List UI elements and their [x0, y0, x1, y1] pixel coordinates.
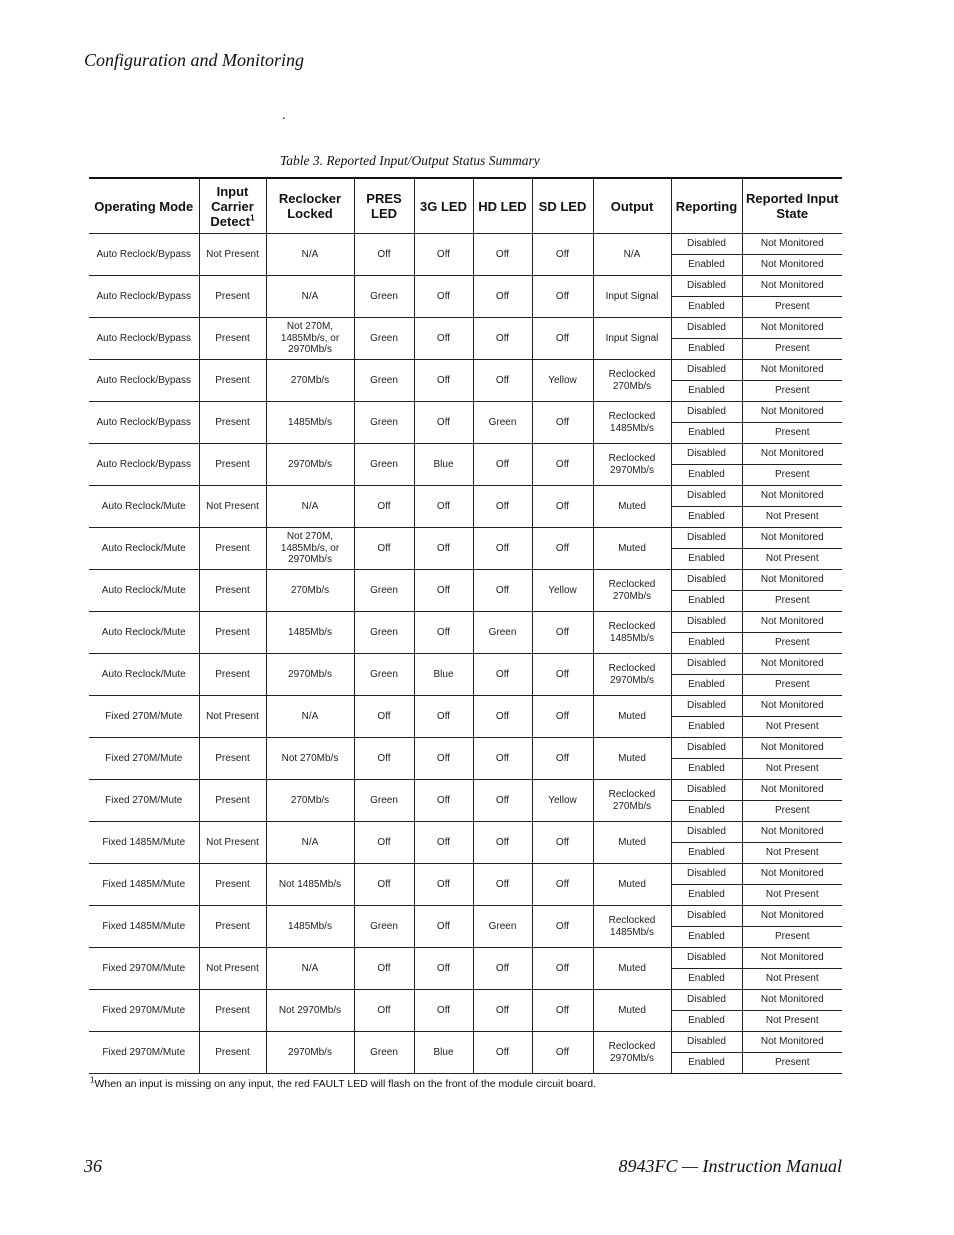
cell-reporting-disabled: Disabled: [671, 864, 742, 885]
cell-state-when-enabled: Present: [742, 927, 842, 948]
cell-sd-led: Off: [532, 234, 593, 276]
cell-3g-led: Off: [414, 696, 473, 738]
cell-3g-led: Off: [414, 402, 473, 444]
table-row: [89, 990, 842, 1011]
cell-output: Muted: [593, 696, 671, 738]
cell-state-when-disabled: Not Monitored: [742, 906, 842, 927]
cell-state-when-disabled: Not Monitored: [742, 612, 842, 633]
footnote-ref: 1: [250, 213, 255, 223]
cell-state-when-enabled: Not Present: [742, 843, 842, 864]
cell-state-when-enabled: Present: [742, 423, 842, 444]
cell-hd-led: Off: [473, 654, 532, 696]
cell-reporting-disabled: Disabled: [671, 318, 742, 339]
cell-output: Reclocked 1485Mb/s: [593, 906, 671, 948]
cell-reclocker-locked: 1485Mb/s: [266, 402, 354, 444]
cell-reporting-disabled: Disabled: [671, 1032, 742, 1053]
status-table: [89, 177, 842, 1074]
cell-reclocker-locked: 270Mb/s: [266, 360, 354, 402]
cell-state-when-disabled: Not Monitored: [742, 276, 842, 297]
cell-reporting-enabled: Enabled: [671, 843, 742, 864]
cell-hd-led: Green: [473, 612, 532, 654]
cell-reporting-enabled: Enabled: [671, 801, 742, 822]
table-row: [89, 486, 842, 507]
cell-reclocker-locked: N/A: [266, 696, 354, 738]
cell-state-when-disabled: Not Monitored: [742, 864, 842, 885]
cell-state-when-enabled: Present: [742, 633, 842, 654]
cell-reporting-disabled: Disabled: [671, 360, 742, 381]
cell-3g-led: Off: [414, 822, 473, 864]
cell-input-carrier-detect: Present: [199, 360, 266, 402]
cell-reporting-enabled: Enabled: [671, 633, 742, 654]
cell-output: Reclocked 2970Mb/s: [593, 444, 671, 486]
cell-sd-led: Yellow: [532, 780, 593, 822]
cell-sd-led: Off: [532, 486, 593, 528]
manual-title: 8943FC — Instruction Manual: [618, 1156, 842, 1176]
cell-input-carrier-detect: Present: [199, 990, 266, 1032]
cell-state-when-disabled: Not Monitored: [742, 570, 842, 591]
cell-state-when-enabled: Present: [742, 1053, 842, 1074]
cell-sd-led: Yellow: [532, 570, 593, 612]
cell-reporting-enabled: Enabled: [671, 885, 742, 906]
cell-input-carrier-detect: Present: [199, 276, 266, 318]
cell-pres-led: Off: [354, 528, 414, 570]
table-row: [89, 612, 842, 633]
table-body: [89, 234, 842, 1074]
cell-hd-led: Off: [473, 444, 532, 486]
cell-pres-led: Green: [354, 276, 414, 318]
cell-pres-led: Off: [354, 948, 414, 990]
cell-input-carrier-detect: Present: [199, 906, 266, 948]
cell-reporting-enabled: Enabled: [671, 507, 742, 528]
cell-operating-mode: Fixed 2970M/Mute: [89, 990, 199, 1032]
table-row: [89, 360, 842, 381]
cell-reporting-enabled: Enabled: [671, 1011, 742, 1032]
cell-input-carrier-detect: Present: [199, 864, 266, 906]
cell-state-when-disabled: Not Monitored: [742, 948, 842, 969]
cell-pres-led: Green: [354, 318, 414, 360]
cell-reporting-disabled: Disabled: [671, 528, 742, 549]
col-header-sd-led: SD LED: [532, 178, 593, 234]
col-header-3g-led: 3G LED: [414, 178, 473, 234]
cell-pres-led: Green: [354, 612, 414, 654]
cell-operating-mode: Auto Reclock/Bypass: [89, 360, 199, 402]
cell-state-when-disabled: Not Monitored: [742, 360, 842, 381]
cell-3g-led: Blue: [414, 444, 473, 486]
cell-sd-led: Off: [532, 528, 593, 570]
table-row: [89, 1032, 842, 1053]
cell-reporting-disabled: Disabled: [671, 234, 742, 255]
cell-reporting-disabled: Disabled: [671, 402, 742, 423]
cell-output: Reclocked 1485Mb/s: [593, 402, 671, 444]
cell-3g-led: Off: [414, 318, 473, 360]
cell-state-when-disabled: Not Monitored: [742, 1032, 842, 1053]
table-row: [89, 864, 842, 885]
cell-state-when-enabled: Not Monitored: [742, 255, 842, 276]
cell-sd-led: Off: [532, 1032, 593, 1074]
cell-input-carrier-detect: Not Present: [199, 234, 266, 276]
cell-input-carrier-detect: Present: [199, 444, 266, 486]
cell-operating-mode: Fixed 1485M/Mute: [89, 906, 199, 948]
cell-hd-led: Off: [473, 486, 532, 528]
cell-reclocker-locked: 2970Mb/s: [266, 1032, 354, 1074]
cell-3g-led: Off: [414, 780, 473, 822]
cell-hd-led: Green: [473, 402, 532, 444]
cell-sd-led: Off: [532, 906, 593, 948]
cell-state-when-enabled: Present: [742, 465, 842, 486]
cell-pres-led: Off: [354, 234, 414, 276]
table-row: [89, 402, 842, 423]
cell-reporting-enabled: Enabled: [671, 339, 742, 360]
cell-reporting-enabled: Enabled: [671, 297, 742, 318]
cell-input-carrier-detect: Present: [199, 780, 266, 822]
cell-reporting-disabled: Disabled: [671, 444, 742, 465]
cell-operating-mode: Fixed 1485M/Mute: [89, 864, 199, 906]
cell-input-carrier-detect: Not Present: [199, 696, 266, 738]
cell-hd-led: Off: [473, 276, 532, 318]
cell-output: Reclocked 270Mb/s: [593, 360, 671, 402]
cell-state-when-disabled: Not Monitored: [742, 486, 842, 507]
table-row: [89, 822, 842, 843]
cell-pres-led: Green: [354, 780, 414, 822]
cell-state-when-enabled: Not Present: [742, 969, 842, 990]
cell-state-when-disabled: Not Monitored: [742, 402, 842, 423]
cell-output: Input Signal: [593, 276, 671, 318]
cell-hd-led: Off: [473, 570, 532, 612]
cell-pres-led: Off: [354, 696, 414, 738]
cell-input-carrier-detect: Not Present: [199, 948, 266, 990]
cell-reporting-disabled: Disabled: [671, 948, 742, 969]
cell-state-when-enabled: Present: [742, 339, 842, 360]
cell-pres-led: Off: [354, 822, 414, 864]
cell-3g-led: Blue: [414, 654, 473, 696]
cell-output: Reclocked 270Mb/s: [593, 570, 671, 612]
cell-pres-led: Green: [354, 906, 414, 948]
cell-pres-led: Off: [354, 486, 414, 528]
cell-input-carrier-detect: Present: [199, 402, 266, 444]
table-row: [89, 570, 842, 591]
cell-state-when-enabled: Not Present: [742, 717, 842, 738]
cell-reporting-disabled: Disabled: [671, 822, 742, 843]
cell-state-when-disabled: Not Monitored: [742, 444, 842, 465]
cell-3g-led: Blue: [414, 1032, 473, 1074]
cell-operating-mode: Fixed 2970M/Mute: [89, 1032, 199, 1074]
table-row: [89, 444, 842, 465]
table-row: [89, 738, 842, 759]
cell-3g-led: Off: [414, 864, 473, 906]
cell-3g-led: Off: [414, 612, 473, 654]
cell-sd-led: Off: [532, 444, 593, 486]
cell-reclocker-locked: 1485Mb/s: [266, 906, 354, 948]
col-header-reported-input-state: Reported Input State: [742, 178, 842, 234]
cell-pres-led: Green: [354, 1032, 414, 1074]
cell-pres-led: Green: [354, 402, 414, 444]
cell-sd-led: Off: [532, 948, 593, 990]
cell-sd-led: Off: [532, 696, 593, 738]
cell-output: N/A: [593, 234, 671, 276]
cell-hd-led: Off: [473, 948, 532, 990]
cell-sd-led: Off: [532, 822, 593, 864]
cell-3g-led: Off: [414, 738, 473, 780]
stray-mark: .: [282, 108, 286, 123]
cell-reporting-enabled: Enabled: [671, 675, 742, 696]
cell-reclocker-locked: N/A: [266, 486, 354, 528]
cell-reclocker-locked: Not 270M, 1485Mb/s, or 2970Mb/s: [266, 318, 354, 360]
cell-output: Muted: [593, 486, 671, 528]
cell-hd-led: Off: [473, 360, 532, 402]
col-header-operating-mode: Operating Mode: [89, 178, 199, 234]
col-header-pres-led: PRES LED: [354, 178, 414, 234]
cell-state-when-disabled: Not Monitored: [742, 990, 842, 1011]
cell-sd-led: Off: [532, 276, 593, 318]
cell-output: Input Signal: [593, 318, 671, 360]
cell-output: Muted: [593, 990, 671, 1032]
table-caption: Table 3. Reported Input/Output Status Summary: [280, 153, 540, 168]
cell-output: Muted: [593, 738, 671, 780]
cell-hd-led: Off: [473, 318, 532, 360]
cell-reclocker-locked: 270Mb/s: [266, 570, 354, 612]
cell-state-when-enabled: Present: [742, 297, 842, 318]
cell-3g-led: Off: [414, 948, 473, 990]
cell-pres-led: Green: [354, 360, 414, 402]
cell-reporting-enabled: Enabled: [671, 549, 742, 570]
cell-operating-mode: Auto Reclock/Bypass: [89, 402, 199, 444]
cell-state-when-disabled: Not Monitored: [742, 234, 842, 255]
cell-reporting-disabled: Disabled: [671, 276, 742, 297]
cell-3g-led: Off: [414, 528, 473, 570]
cell-state-when-disabled: Not Monitored: [742, 738, 842, 759]
cell-output: Reclocked 2970Mb/s: [593, 1032, 671, 1074]
cell-reporting-disabled: Disabled: [671, 780, 742, 801]
cell-operating-mode: Auto Reclock/Mute: [89, 570, 199, 612]
cell-hd-led: Off: [473, 822, 532, 864]
cell-sd-led: Off: [532, 738, 593, 780]
cell-state-when-enabled: Not Present: [742, 549, 842, 570]
cell-operating-mode: Fixed 2970M/Mute: [89, 948, 199, 990]
cell-hd-led: Off: [473, 780, 532, 822]
cell-operating-mode: Auto Reclock/Bypass: [89, 276, 199, 318]
cell-input-carrier-detect: Present: [199, 1032, 266, 1074]
cell-3g-led: Off: [414, 234, 473, 276]
cell-output: Muted: [593, 864, 671, 906]
cell-input-carrier-detect: Present: [199, 318, 266, 360]
cell-hd-led: Off: [473, 528, 532, 570]
cell-sd-led: Off: [532, 864, 593, 906]
cell-state-when-enabled: Present: [742, 591, 842, 612]
cell-operating-mode: Auto Reclock/Bypass: [89, 444, 199, 486]
cell-input-carrier-detect: Present: [199, 612, 266, 654]
table-row: [89, 696, 842, 717]
cell-reporting-disabled: Disabled: [671, 906, 742, 927]
cell-reporting-disabled: Disabled: [671, 654, 742, 675]
cell-output: Muted: [593, 948, 671, 990]
cell-hd-led: Green: [473, 906, 532, 948]
cell-reporting-enabled: Enabled: [671, 591, 742, 612]
cell-pres-led: Off: [354, 990, 414, 1032]
cell-3g-led: Off: [414, 990, 473, 1032]
cell-input-carrier-detect: Not Present: [199, 822, 266, 864]
cell-3g-led: Off: [414, 570, 473, 612]
cell-state-when-enabled: Not Present: [742, 1011, 842, 1032]
cell-pres-led: Off: [354, 738, 414, 780]
cell-reclocker-locked: 2970Mb/s: [266, 654, 354, 696]
cell-reclocker-locked: N/A: [266, 234, 354, 276]
cell-state-when-disabled: Not Monitored: [742, 654, 842, 675]
cell-state-when-enabled: Not Present: [742, 885, 842, 906]
footnote-mark: 1: [90, 1075, 95, 1085]
cell-state-when-enabled: Not Present: [742, 759, 842, 780]
cell-pres-led: Green: [354, 444, 414, 486]
col-header-reclocker-locked: Reclocker Locked: [266, 178, 354, 234]
cell-3g-led: Off: [414, 906, 473, 948]
cell-reporting-disabled: Disabled: [671, 696, 742, 717]
cell-reclocker-locked: Not 270Mb/s: [266, 738, 354, 780]
footnote: [90, 1075, 596, 1090]
cell-3g-led: Off: [414, 486, 473, 528]
cell-operating-mode: Fixed 270M/Mute: [89, 780, 199, 822]
cell-operating-mode: Auto Reclock/Mute: [89, 612, 199, 654]
cell-state-when-enabled: Present: [742, 801, 842, 822]
cell-state-when-enabled: Present: [742, 381, 842, 402]
cell-reporting-enabled: Enabled: [671, 927, 742, 948]
col-header-reporting: Reporting: [671, 178, 742, 234]
cell-sd-led: Off: [532, 990, 593, 1032]
cell-operating-mode: Fixed 270M/Mute: [89, 738, 199, 780]
running-head: Configuration and Monitoring: [84, 50, 305, 70]
table-row: [89, 948, 842, 969]
cell-output: Muted: [593, 822, 671, 864]
cell-sd-led: Yellow: [532, 360, 593, 402]
cell-reporting-disabled: Disabled: [671, 990, 742, 1011]
cell-input-carrier-detect: Not Present: [199, 486, 266, 528]
cell-hd-led: Off: [473, 696, 532, 738]
cell-operating-mode: Auto Reclock/Mute: [89, 486, 199, 528]
cell-reporting-disabled: Disabled: [671, 738, 742, 759]
cell-state-when-enabled: Present: [742, 675, 842, 696]
footnote-text: When an input is missing on any input, the red FAULT LED will flash on the front of the module circuit board.: [94, 1078, 596, 1090]
cell-pres-led: Green: [354, 654, 414, 696]
page-number: 36: [84, 1156, 102, 1176]
cell-hd-led: Off: [473, 990, 532, 1032]
col-header-hd-led: HD LED: [473, 178, 532, 234]
cell-state-when-disabled: Not Monitored: [742, 822, 842, 843]
cell-reclocker-locked: Not 270M, 1485Mb/s, or 2970Mb/s: [266, 528, 354, 570]
cell-operating-mode: Fixed 1485M/Mute: [89, 822, 199, 864]
cell-reporting-enabled: Enabled: [671, 969, 742, 990]
cell-state-when-disabled: Not Monitored: [742, 696, 842, 717]
cell-3g-led: Off: [414, 276, 473, 318]
table-row: [89, 906, 842, 927]
cell-reporting-enabled: Enabled: [671, 465, 742, 486]
cell-output: Reclocked 270Mb/s: [593, 780, 671, 822]
cell-input-carrier-detect: Present: [199, 570, 266, 612]
cell-reclocker-locked: 2970Mb/s: [266, 444, 354, 486]
cell-reclocker-locked: Not 2970Mb/s: [266, 990, 354, 1032]
cell-sd-led: Off: [532, 402, 593, 444]
cell-reporting-disabled: Disabled: [671, 570, 742, 591]
cell-reporting-enabled: Enabled: [671, 717, 742, 738]
cell-reporting-enabled: Enabled: [671, 255, 742, 276]
cell-state-when-disabled: Not Monitored: [742, 318, 842, 339]
cell-pres-led: Green: [354, 570, 414, 612]
cell-reclocker-locked: Not 1485Mb/s: [266, 864, 354, 906]
cell-reclocker-locked: N/A: [266, 276, 354, 318]
cell-output: Reclocked 2970Mb/s: [593, 654, 671, 696]
cell-reclocker-locked: N/A: [266, 948, 354, 990]
table-row: [89, 234, 842, 255]
cell-input-carrier-detect: Present: [199, 738, 266, 780]
cell-sd-led: Off: [532, 612, 593, 654]
cell-reporting-enabled: Enabled: [671, 381, 742, 402]
col-header-output: Output: [593, 178, 671, 234]
cell-output: Muted: [593, 528, 671, 570]
cell-reporting-enabled: Enabled: [671, 759, 742, 780]
cell-sd-led: Off: [532, 654, 593, 696]
cell-hd-led: Off: [473, 234, 532, 276]
cell-reporting-enabled: Enabled: [671, 423, 742, 444]
cell-operating-mode: Fixed 270M/Mute: [89, 696, 199, 738]
cell-reporting-enabled: Enabled: [671, 1053, 742, 1074]
table-row: [89, 780, 842, 801]
cell-reclocker-locked: 1485Mb/s: [266, 612, 354, 654]
cell-operating-mode: Auto Reclock/Mute: [89, 654, 199, 696]
cell-3g-led: Off: [414, 360, 473, 402]
table-row: [89, 654, 842, 675]
cell-pres-led: Off: [354, 864, 414, 906]
cell-sd-led: Off: [532, 318, 593, 360]
col-header-input-carrier-detect: [199, 178, 266, 234]
cell-reclocker-locked: 270Mb/s: [266, 780, 354, 822]
cell-input-carrier-detect: Present: [199, 528, 266, 570]
cell-state-when-disabled: Not Monitored: [742, 528, 842, 549]
cell-reporting-disabled: Disabled: [671, 486, 742, 507]
cell-operating-mode: Auto Reclock/Bypass: [89, 234, 199, 276]
cell-operating-mode: Auto Reclock/Bypass: [89, 318, 199, 360]
cell-operating-mode: Auto Reclock/Mute: [89, 528, 199, 570]
table-row: [89, 276, 842, 297]
table-header-row: [89, 178, 842, 234]
cell-state-when-enabled: Not Present: [742, 507, 842, 528]
cell-hd-led: Off: [473, 1032, 532, 1074]
cell-reporting-disabled: Disabled: [671, 612, 742, 633]
col-header-label: Input Carrier Detect: [210, 183, 254, 229]
cell-input-carrier-detect: Present: [199, 654, 266, 696]
cell-state-when-disabled: Not Monitored: [742, 780, 842, 801]
cell-hd-led: Off: [473, 738, 532, 780]
table-row: [89, 528, 842, 549]
cell-output: Reclocked 1485Mb/s: [593, 612, 671, 654]
table-row: [89, 318, 842, 339]
cell-reclocker-locked: N/A: [266, 822, 354, 864]
cell-hd-led: Off: [473, 864, 532, 906]
